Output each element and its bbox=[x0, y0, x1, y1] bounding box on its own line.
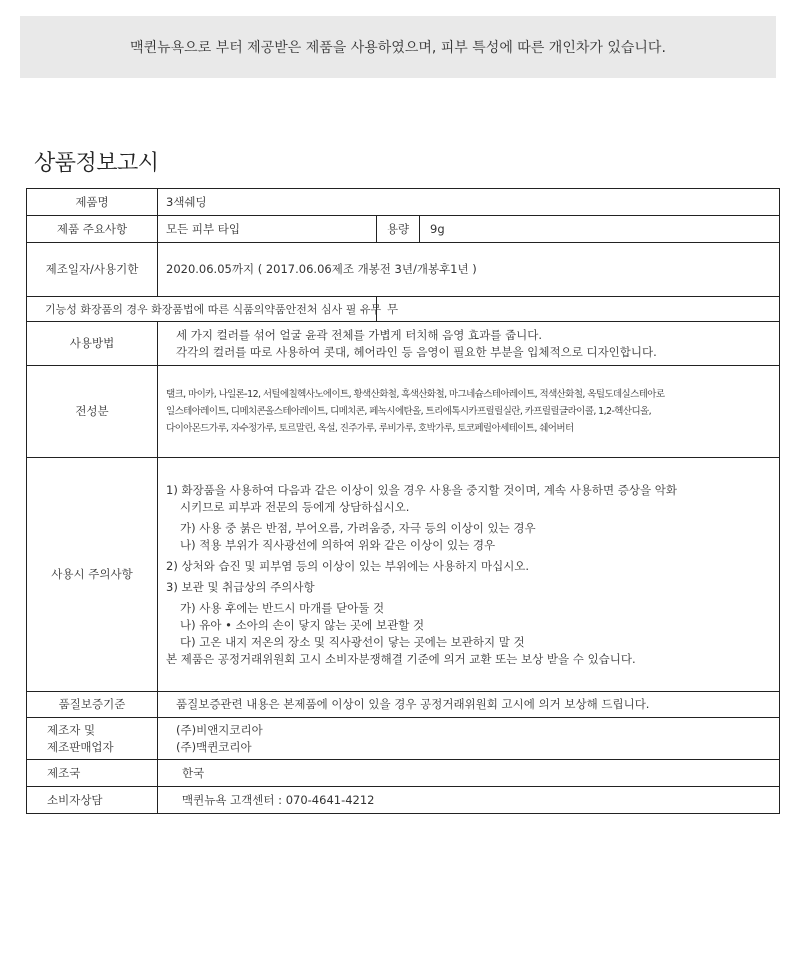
table-row bbox=[27, 216, 780, 243]
caution-subitem: 나) 적용 부위가 직사광선에 의하여 위와 같은 이상이 있는 경우 bbox=[180, 537, 496, 552]
caution-subitem: 가) 사용 후에는 반드시 마개를 닫아둘 것 bbox=[180, 600, 385, 615]
value-functional: 무 bbox=[377, 297, 780, 322]
value-consult: 맥퀸뉴욕 고객센터 : 070-4641-4212 bbox=[158, 787, 780, 814]
label-maker-line: 제조판매업자 bbox=[47, 739, 114, 754]
value-quality: 품질보증관련 내용은 본제품에 이상이 있을 경우 공정거래위원회 고시에 의거 보상해 드립니다. bbox=[158, 692, 780, 718]
table-row bbox=[27, 243, 780, 297]
table-row bbox=[27, 322, 780, 366]
label-usage: 사용방법 bbox=[27, 322, 158, 366]
label-product-name: 제품명 bbox=[27, 189, 158, 216]
product-info-table bbox=[26, 188, 780, 814]
value-expiry: 2020.06.05까지 ( 2017.06.06제조 개봉전 3년/개봉후1년 ) bbox=[158, 243, 780, 297]
label-volume: 용량 bbox=[377, 216, 420, 243]
maker-line: (주)비앤지코리아 bbox=[176, 722, 263, 737]
notice-text: 맥퀸뉴욕으로 부터 제공받은 제품을 사용하였으며, 피부 특성에 따른 개인차가 있습니다. bbox=[130, 40, 666, 56]
ingredient-line: 다이아몬드가루, 자수정가루, 토르말린, 옥설, 진주가루, 루비가루, 호박가루, 토코페릴아세테이트, 쉐어버터 bbox=[166, 423, 574, 434]
value-product-name: 3색쉐딩 bbox=[158, 189, 780, 216]
caution-item: 3) 보관 및 취급상의 주의사항 bbox=[166, 579, 315, 594]
maker-line: (주)맥퀸코리아 bbox=[176, 739, 252, 754]
value-caution bbox=[158, 458, 780, 692]
value-country: 한국 bbox=[158, 760, 780, 787]
caution-note: 본 제품은 공정거래위원회 고시 소비자분쟁해결 기준에 의거 교환 또는 보상 받을 수 있습니다. bbox=[166, 651, 636, 666]
label-maker-line: 제조자 및 bbox=[47, 722, 96, 737]
value-volume: 9g bbox=[420, 216, 780, 243]
usage-line: 세 가지 컬러를 섞어 얼굴 윤곽 전체를 가볍게 터치해 음영 효과를 줍니다. bbox=[176, 327, 543, 342]
value-maker bbox=[158, 718, 780, 760]
value-ingredients bbox=[158, 366, 780, 458]
table-row bbox=[27, 458, 780, 692]
label-functional: 기능성 화장품의 경우 화장품법에 따른 식품의약품안전처 심사 필 유무 bbox=[27, 297, 377, 322]
label-country: 제조국 bbox=[27, 760, 158, 787]
notice-banner bbox=[20, 16, 776, 78]
caution-item: 2) 상처와 습진 및 피부염 등의 이상이 있는 부위에는 사용하지 마십시오. bbox=[166, 558, 530, 573]
table-row bbox=[27, 189, 780, 216]
page-title: 상품정보고시 bbox=[34, 151, 159, 176]
caution-subitem: 다) 고온 내지 저온의 장소 및 직사광선이 닿는 곳에는 보관하지 말 것 bbox=[180, 634, 525, 649]
label-ingredients: 전성분 bbox=[27, 366, 158, 458]
table-row bbox=[27, 366, 780, 458]
usage-line: 각각의 컬러를 따로 사용하여 콧대, 헤어라인 등 음영이 필요한 부분을 입체적으로 디자인합니다. bbox=[176, 344, 657, 359]
label-quality: 품질보증기준 bbox=[27, 692, 158, 718]
table-row bbox=[27, 760, 780, 787]
caution-item: 시키므로 피부과 전문의 등에게 상담하십시오. bbox=[180, 499, 410, 514]
value-main-spec: 모든 피부 타입 bbox=[158, 216, 377, 243]
table-row bbox=[27, 718, 780, 760]
table-row bbox=[27, 297, 780, 322]
label-consult: 소비자상담 bbox=[27, 787, 158, 814]
caution-subitem: 가) 사용 중 붉은 반점, 부어오름, 가려움증, 자극 등의 이상이 있는 경우 bbox=[180, 520, 536, 535]
label-expiry: 제조일자/사용기한 bbox=[27, 243, 158, 297]
value-usage bbox=[158, 322, 780, 366]
label-maker bbox=[27, 718, 158, 760]
table-row bbox=[27, 692, 780, 718]
caution-item: 1) 화장품을 사용하여 다음과 같은 이상이 있을 경우 사용을 중지할 것이며, 계속 사용하면 증상을 악화 bbox=[166, 482, 677, 497]
label-caution: 사용시 주의사항 bbox=[27, 458, 158, 692]
label-main-spec: 제품 주요사항 bbox=[27, 216, 158, 243]
table-row bbox=[27, 787, 780, 814]
ingredient-line: 탤크, 마이카, 나일론-12, 서틸에칠헥사노에이트, 황색산화철, 흑색산화철, 마그네슘스테아레이트, 적색산화철, 옥틸도데실스테아로 bbox=[166, 389, 665, 400]
caution-subitem: 나) 유아 • 소아의 손이 닿지 않는 곳에 보관할 것 bbox=[180, 617, 425, 632]
ingredient-line: 일스테아레이트, 디메치콘올스테아레이트, 디메치콘, 페녹시에탄올, 트리에톡시카프릴릴실란, 카프릴릴글라이콜, 1,2-헥산디올, bbox=[166, 406, 652, 417]
